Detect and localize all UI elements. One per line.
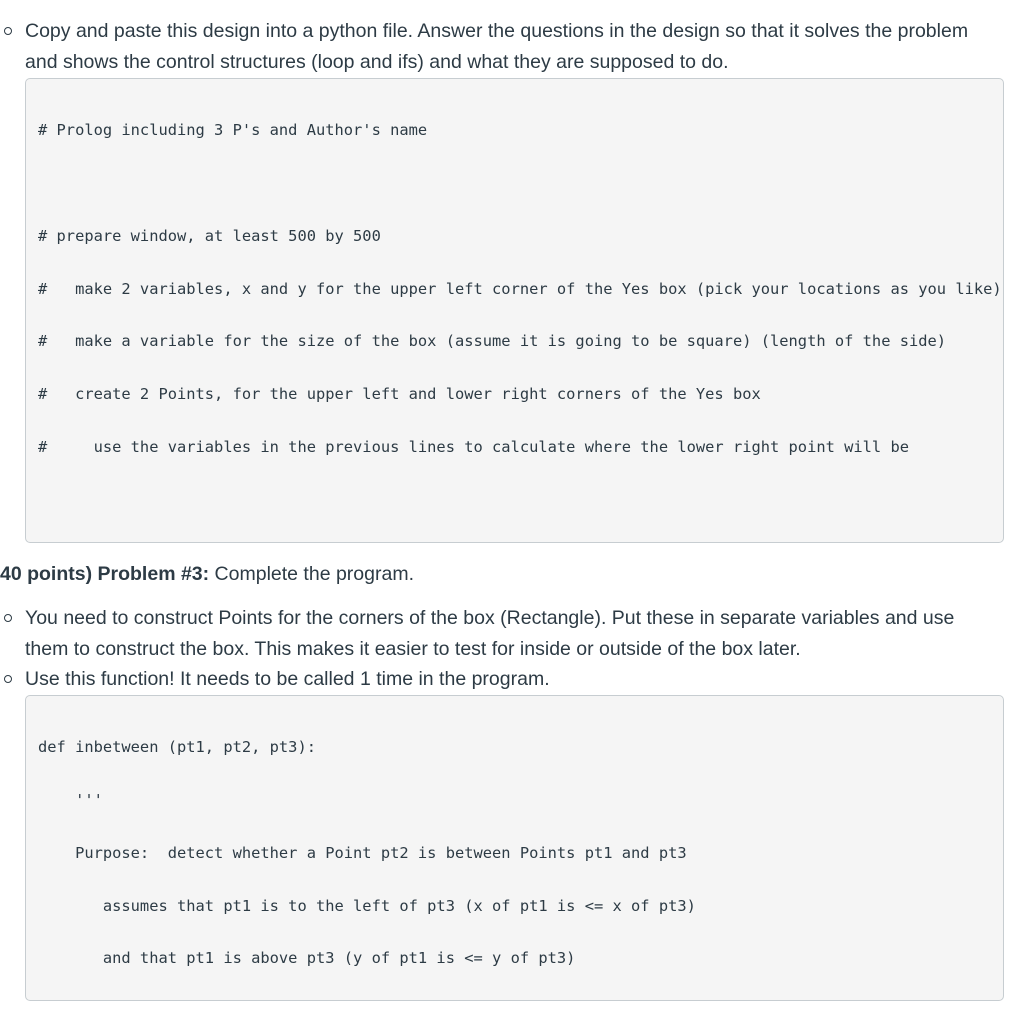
problem-heading [0, 560, 414, 588]
design-code-block [25, 78, 1004, 543]
code-line: # make a variable for the size of the box (assume it is going to be square) (length of the side) [38, 332, 947, 351]
code-line: # make 2 variables, x and y for the upper left corner of the Yes box (pick your locations as you like) [38, 279, 1002, 298]
bullet-text-line-2: them to construct the box. This makes it easier to test for inside or outside of the box later. [25, 638, 801, 660]
bullet-text-line-2: and shows the control structures (loop and ifs) and what they are supposed to do. [25, 51, 729, 73]
bullet-circle-icon [4, 614, 12, 622]
problem-heading-bold: 40 points) Problem #3: [0, 563, 210, 585]
code-line: and that pt1 is above pt3 (y of pt1 is <= y of pt3) [38, 949, 576, 968]
code-line: # prepare window, at least 500 by 500 [38, 226, 381, 245]
problem-heading-rest: Complete the program. [209, 563, 414, 585]
instruction-bullet-copy-paste [0, 16, 1010, 78]
instruction-bullet-use-function [0, 664, 1010, 695]
bullet-circle-icon [4, 675, 12, 683]
code-line: assumes that pt1 is to the left of pt3 (x of pt1 is <= x of pt3) [38, 896, 696, 915]
instruction-bullet-construct-points [0, 603, 1010, 665]
code-line: # create 2 Points, for the upper left and lower right corners of the Yes box [38, 385, 761, 404]
bullet-text-line-1: Copy and paste this design into a python file. Answer the questions in the design so that it solves the problem [25, 20, 969, 42]
bullet-text-line-1: Use this function! It needs to be called 1 time in the program. [25, 668, 550, 690]
bullet-circle-icon [4, 27, 12, 35]
code-line [38, 175, 991, 193]
code-line: # Prolog including 3 P's and Author's name [38, 121, 428, 140]
code-line: ''' [38, 790, 103, 809]
code-line: def inbetween (pt1, pt2, pt3): [38, 738, 316, 757]
bullet-text-line-1: You need to construct Points for the corners of the box (Rectangle). Put these in separate variables and use [25, 607, 955, 629]
code-line: # use the variables in the previous lines to calculate where the lower right point will be [38, 437, 909, 456]
code-line [38, 492, 991, 510]
code-line: Purpose: detect whether a Point pt2 is between Points pt1 and pt3 [38, 843, 687, 862]
function-code-block [25, 695, 1004, 1001]
